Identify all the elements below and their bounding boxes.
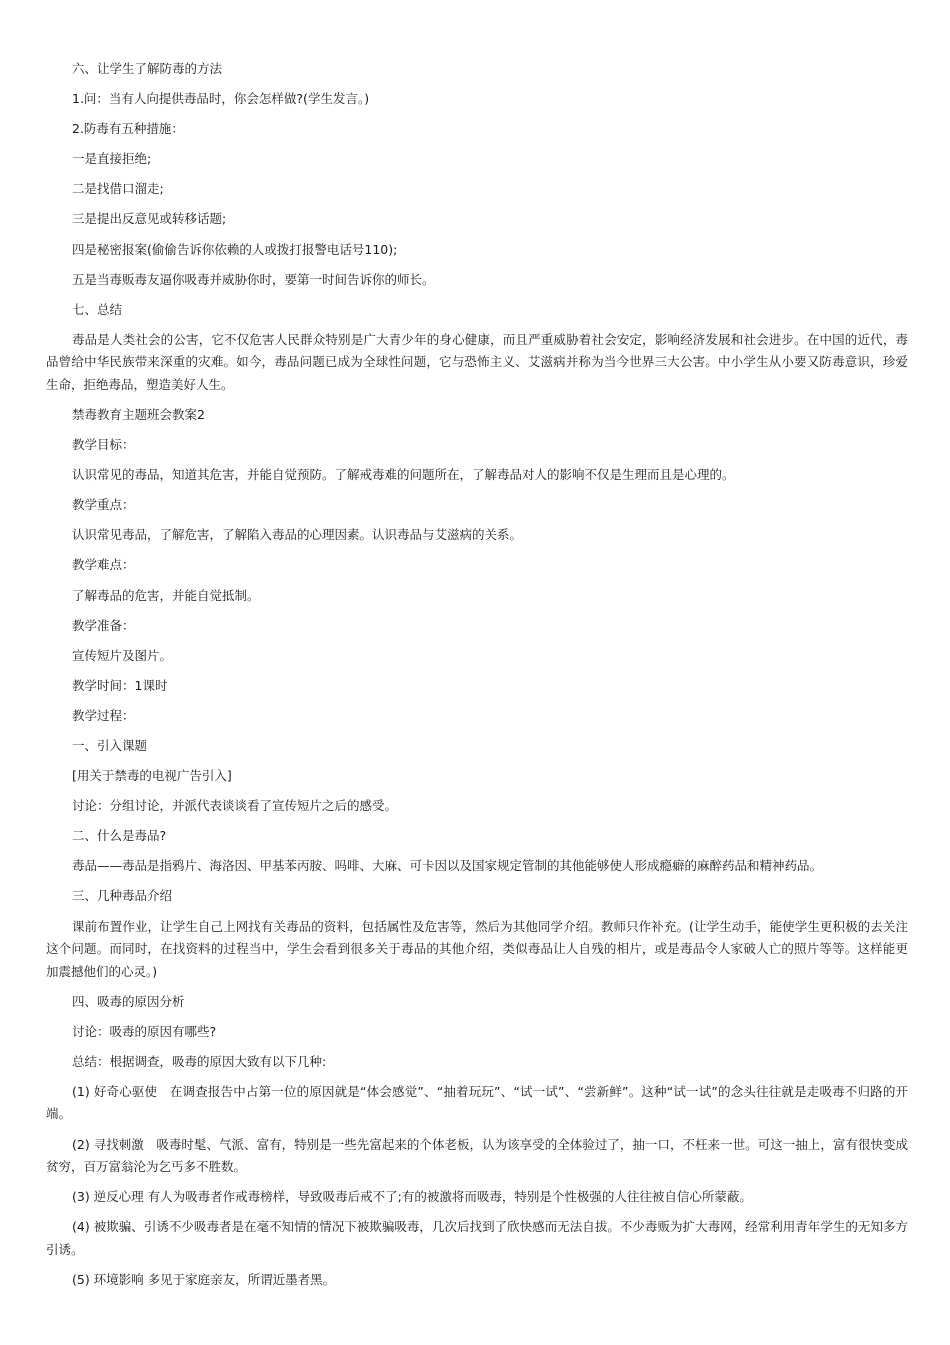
list-item: 二是找借口溜走; — [72, 181, 164, 197]
paragraph: 1.问：当有人向提供毒品时，你会怎样做?(学生发言。) — [72, 91, 370, 107]
paragraph: 了解毒品的危害，并能自觉抵制。 — [72, 587, 260, 603]
section-heading: 四、吸毒的原因分析 — [72, 993, 185, 1009]
list-item: (3) 逆反心理 有人为吸毒者作戒毒榜样，导致吸毒后戒不了;有的被激将而吸毒，特别是个性极强的人往往被自信心所蒙蔽。 — [72, 1189, 752, 1205]
section-heading: 一、引入课题 — [72, 737, 148, 753]
section-heading: 二、什么是毒品? — [72, 828, 167, 844]
section-heading-7: 七、总结 — [72, 301, 123, 317]
paragraph: [用关于禁毒的电视广告引入] — [72, 768, 232, 784]
paragraph: 2.防毒有五种措施： — [72, 121, 184, 137]
paragraph: 认识常见的毒品，知道其危害，并能自觉预防。了解戒毒难的问题所在，了解毒品对人的影响不仅是生理而且是心理的。 — [72, 467, 735, 483]
list-item: (2) 寻找刺激 吸毒时髦、气派、富有，特别是一些先富起来的个体老板，认为该享受的全体验过了，抽一口，不枉来一世。可这一抽上，富有很快变成贫穷，百万富翁沦为乞丐多不胜数。 — [46, 1136, 908, 1174]
list-item: 一是直接拒绝; — [72, 151, 152, 167]
list-item: (1) 好奇心驱使 在调查报告中占第一位的原因就是“体会感觉”、“抽着玩玩”、“试一试”、“尝新鲜”。这种“试一试”的念头往往就是走吸毒不归路的开端。 — [46, 1083, 908, 1122]
label: 教学准备： — [72, 617, 135, 633]
paragraph: 教学时间：1课时 — [72, 677, 168, 693]
list-item: (5) 环境影响 多见于家庭亲友，所谓近墨者黑。 — [72, 1271, 336, 1287]
list-item: 四是秘密报案(偷偷告诉你依赖的人或拨打报警电话号110); — [72, 241, 398, 257]
paragraph: 讨论：吸毒的原因有哪些? — [72, 1023, 217, 1039]
label: 教学重点： — [72, 497, 135, 513]
document-page — [46, 58, 908, 1299]
section-heading: 三、几种毒品介绍 — [72, 888, 173, 904]
label: 教学过程： — [72, 707, 135, 723]
paragraph: 毒品是人类社会的公害，它不仅危害人民群众特别是广大青少年的身心健康，而且严重威胁着社会安定，影响经济发展和社会进步。在中国的近代，毒品曾给中华民族带来深重的灾难。如今，毒品问题已成为全球性问题，它与恐怖主义、艾滋病并称为当今世界三大公害。中小学生从小要又防毒意识，珍爱生命，拒绝毒品，塑造美好人生。 — [46, 331, 908, 392]
paragraph: 毒品——毒品是指鸦片、海洛因、甲基苯丙胺、吗啡、大麻、可卡因以及国家规定管制的其他能够使人形成瘾癖的麻醉药品和精神药品。 — [72, 858, 823, 874]
section-heading-6: 六、让学生了解防毒的方法 — [72, 61, 223, 76]
label: 教学目标： — [72, 437, 135, 453]
document-title: 禁毒教育主题班会教案2 — [72, 406, 205, 422]
list-item: 五是当毒贩毒友逼你吸毒并威胁你时，要第一时间告诉你的师长。 — [72, 271, 435, 287]
paragraph: 讨论：分组讨论，并派代表谈谈看了宣传短片之后的感受。 — [72, 798, 398, 814]
paragraph: 总结：根据调查，吸毒的原因大致有以下几种: — [72, 1053, 327, 1069]
list-item: (4) 被欺骗、引诱不少吸毒者是在毫不知情的情况下被欺骗吸毒，几次后找到了欣快感而无法自拔。不少毒贩为扩大毒网，经常利用青年学生的无知多方引诱。 — [46, 1219, 908, 1257]
list-item: 三是提出反意见或转移话题; — [72, 211, 227, 227]
paragraph: 宣传短片及图片。 — [72, 647, 173, 663]
label: 教学难点： — [72, 557, 135, 573]
paragraph: 课前布置作业，让学生自己上网找有关毒品的资料，包括属性及危害等，然后为其他同学介绍。教师只作补充。(让学生动手，能使学生更积极的去关注这个问题。而同时，在找资料的过程当中，学生会看到很多关于毒品的其他介绍，类似毒品让人自残的相片，或是毒品令人家破人亡的照片等等。这样能更加震撼他们的心灵。) — [46, 918, 908, 979]
paragraph: 认识常见毒品，了解危害，了解陷入毒品的心理因素。认识毒品与艾滋病的关系。 — [72, 527, 523, 543]
